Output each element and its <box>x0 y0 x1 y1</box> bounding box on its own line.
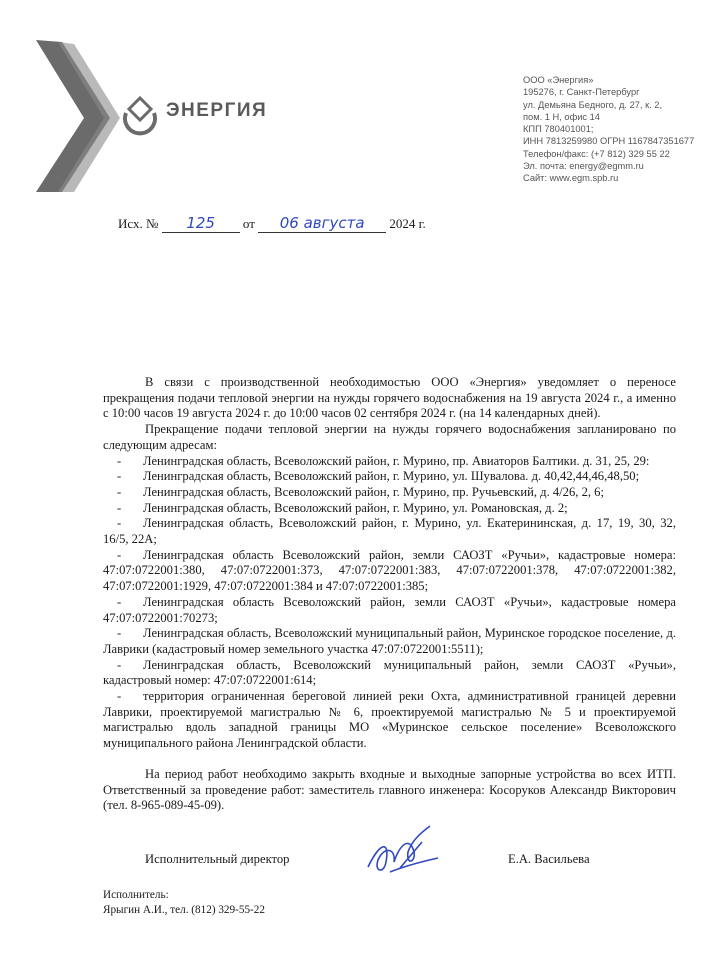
address-item: - Ленинградская область, Всеволожский район, г. Мурино, ул. Романовская, д. 2; <box>117 500 568 515</box>
contact-line: 195276, г. Санкт-Петербург <box>523 87 640 98</box>
ref-date-prefix: от <box>242 216 255 231</box>
ref-prefix: Исх. № <box>118 216 159 231</box>
contact-line: ООО «Энергия» <box>523 75 594 85</box>
intro-paragraph: В связи с производственной необходимостью ООО «Энергия» уведомляет о переносе прекращения подачи тепловой энергии на нужды горячего водоснабжения на 19 августа 2024 г., а именно с 10:00 часов 19 августа 2024 г. до 10:00 часов 02 сентября 2024 г. (на 14 календарных дней). <box>103 375 676 421</box>
signer-name: Е.А. Васильева <box>508 852 590 866</box>
contact-line: Телефон/факс: (+7 812) 329 55 22 <box>523 148 670 159</box>
ref-date-field <box>258 214 386 233</box>
address-item: - Ленинградская область, Всеволожский муниципальный район, Муринское городское поселение, д. Лаврики (кадастровый номер земельного участка 47:07:0722001:5511); <box>103 626 676 656</box>
contact-line: ИНН 7813259980 ОГРН 1167847351677 <box>523 136 695 147</box>
performer-label: Исполнитель: <box>103 889 169 901</box>
address-item: - Ленинградская область, Всеволожский район, г. Мурино, пр. Авиаторов Балтики. д. 31, 25, 29: <box>117 453 650 468</box>
performer-block <box>103 888 265 918</box>
signer-position: Исполнительный директор <box>145 852 290 866</box>
letter-body <box>103 375 676 814</box>
address-item: - Ленинградская область, Всеволожский район, г. Мурино, ул. Шувалова. д. 40,42,44,46,48,50; <box>117 469 640 484</box>
address-item: - Ленинградская область, Всеволожский район, г. Мурино, пр. Ручьевский, д. 4/26, 2, 6; <box>117 484 604 499</box>
performer-contact: Ярыгин А.И., тел. (812) 329-55-22 <box>103 904 265 916</box>
handwritten-signature <box>360 822 450 887</box>
contact-line: Сайт: www.egm.spb.ru <box>523 173 619 184</box>
brand-name: ЭНЕРГИЯ <box>166 100 268 121</box>
address-item: - Ленинградская область, Всеволожский район, г. Мурино, ул. Екатерининская, д. 17, 19, 30, 32, 16/5, 22А; <box>103 516 676 547</box>
contact-line: КПП 780401001; <box>523 124 594 135</box>
address-item: - территория ограниченная береговой линией реки Охта, административной границей деревни Лаврики, проектируемой магистралью № 6, проектируемой магистралью № 5 и проектируемой магистралью вдоль западной границы МО «Муринское сельское поселение» Всеволожского муниципального района Ленинградской области. <box>103 689 676 751</box>
outgoing-reference <box>118 214 426 233</box>
contact-line: пом. 1 Н, офис 14 <box>523 111 600 122</box>
ref-number-field <box>162 214 240 233</box>
chevron-logo-icon <box>20 20 160 210</box>
list-intro: Прекращение подачи тепловой энергии на нужды горячего водоснабжения запланировано по следующим адресам: <box>103 422 676 452</box>
ref-number: 125 <box>186 214 215 232</box>
contact-line: Эл. почта: energy@egmm.ru <box>523 161 644 172</box>
address-item: - Ленинградская область Всеволожский район, земли САОЗТ «Ручьи», кадастровые номера: 47:07:0722001:380, 47:07:0722001:373, 47:07:0722001:383, 47:07:0722001:378, 47:07:0722001:382, 47:07:0722001:1929, 47:07:0722001:384 и 47:07:0722001:385; <box>103 547 676 594</box>
ref-year: 2024 г. <box>389 216 426 231</box>
company-logo <box>20 20 160 215</box>
ref-date: 06 августа <box>279 214 365 232</box>
company-contacts <box>523 74 713 185</box>
contact-line: ул. Демьяна Бедного, д. 27, к. 2, <box>523 99 663 110</box>
address-item: - Ленинградская область Всеволожский район, земли САОЗТ «Ручьи», кадастровые номера 47:07:0722001:70273; <box>103 594 676 625</box>
closing-paragraph: На период работ необходимо закрыть входные и выходные запорные устройства во всех ИТП. Ответственный за проведение работ: заместитель главного инженера: Косоруков Александр Викторович (тел. 8-965-089-45-09). <box>103 766 676 813</box>
address-item: - Ленинградская область, Всеволожский муниципальный район, земли САОЗТ «Ручьи», кадастровый номер: 47:07:0722001:614; <box>103 657 676 688</box>
